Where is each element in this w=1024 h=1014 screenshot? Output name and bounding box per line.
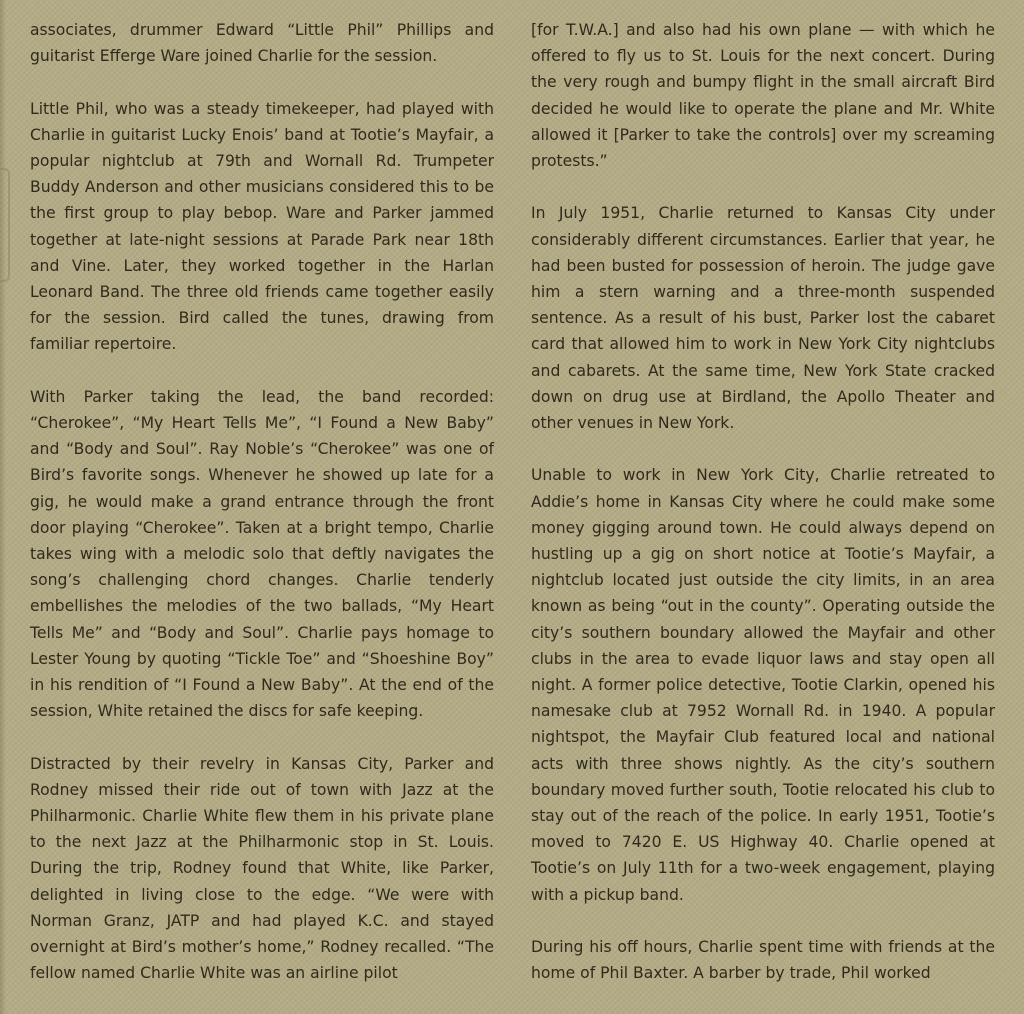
right-text-column: [531, 17, 995, 1013]
paragraph: Little Phil, who was a steady timekeeper, had played with Charlie in guitarist Lucky Enois’ band at Tootie’s Mayfair, a popular nightclub at 79th and Wornall Rd. Trumpeter Buddy Anderson and other musicians considered this to be the first group to play bebop. Ware and Parker jammed together at late-night sessions at Parade Park near 18th and Vine. Later, they worked together in the Harlan Leonard Band. The three old friends came together easily for the session. Bird called the tunes, drawing from familiar repertoire.: [30, 99, 494, 354]
paragraph: [for T.W.A.] and also had his own plane — with which he offered to fly us to St. Louis for the next concert. During the very rough and bumpy flight in the small aircraft Bird decided he would like to operate the plane and Mr. White allowed it [Parker to take the controls] over my screaming protests.”: [531, 21, 995, 171]
binding-edge-mark: [0, 168, 10, 282]
page-fold-shadow: [0, 0, 6, 1014]
paragraph: With Parker taking the lead, the band recorded: “Cherokee”, “My Heart Tells Me”, “I Found a New Baby” and “Body and Soul”. Ray Noble’s “Cherokee” was one of Bird’s favorite songs. Whenever he showed up late for a gig, he would make a grand entrance through the front door playing “Cherokee”. Taken at a bright tempo, Charlie takes wing with a melodic solo that deftly navigates the song’s challenging chord changes. Charlie tenderly embellishes the melodies of the two ballads, “My Heart Tells Me” and “Body and Soul”. Charlie pays homage to Lester Young by quoting “Tickle Toe” and “Shoeshine Boy” in his rendition of “I Found a New Baby”. At the end of the session, White retained the discs for safe keeping.: [30, 387, 494, 721]
left-text-column: [30, 17, 494, 1013]
paragraph: In July 1951, Charlie returned to Kansas City under considerably different circumstances. Earlier that year, he had been busted for possession of heroin. The judge gave him a stern warning and a three-month suspended sentence. As a result of his bust, Parker lost the cabaret card that allowed him to work in New York City nightclubs and cabarets. At the same time, New York State cracked down on drug use at Birdland, the Apollo Theater and other venues in New York.: [531, 204, 995, 433]
paragraph: During his off hours, Charlie spent time with friends at the home of Phil Baxter. A barber by trade, Phil worked: [531, 938, 995, 983]
paragraph: associates, drummer Edward “Little Phil” Phillips and guitarist Efferge Ware joined Charlie for the session.: [30, 21, 494, 66]
paragraph: Distracted by their revelry in Kansas City, Parker and Rodney missed their ride out of town with Jazz at the Philharmonic. Charlie White flew them in his private plane to the next Jazz at the Philharmonic stop in St. Louis. During the trip, Rodney found that White, like Parker, delighted in living close to the edge. “We were with Norman Granz, JATP and had played K.C. and stayed overnight at Bird’s mother’s home,” Rodney recalled. “The fellow named Charlie White was an airline pilot: [30, 754, 494, 983]
paragraph: Unable to work in New York City, Charlie retreated to Addie’s home in Kansas City where he could make some money gigging around town. He could always depend on hustling up a gig on short notice at Tootie’s Mayfair, a nightclub located just outside the city limits, in an area known as being “out in the county”. Operating outside the city’s southern boundary allowed the Mayfair and other clubs in the area to evade liquor laws and stay open all night. A former police detective, Tootie Clarkin, opened his namesake club at 7952 Wornall Rd. in 1940. A popular nightspot, the Mayfair Club featured local and national acts with three shows nightly. As the city’s southern boundary moved further south, Tootie relocated his club to stay out of the reach of the police. In early 1951, Tootie’s moved to 7420 E. US Highway 40. Charlie opened at Tootie’s on July 11th for a two-week engagement, playing with a pickup band.: [531, 466, 995, 904]
